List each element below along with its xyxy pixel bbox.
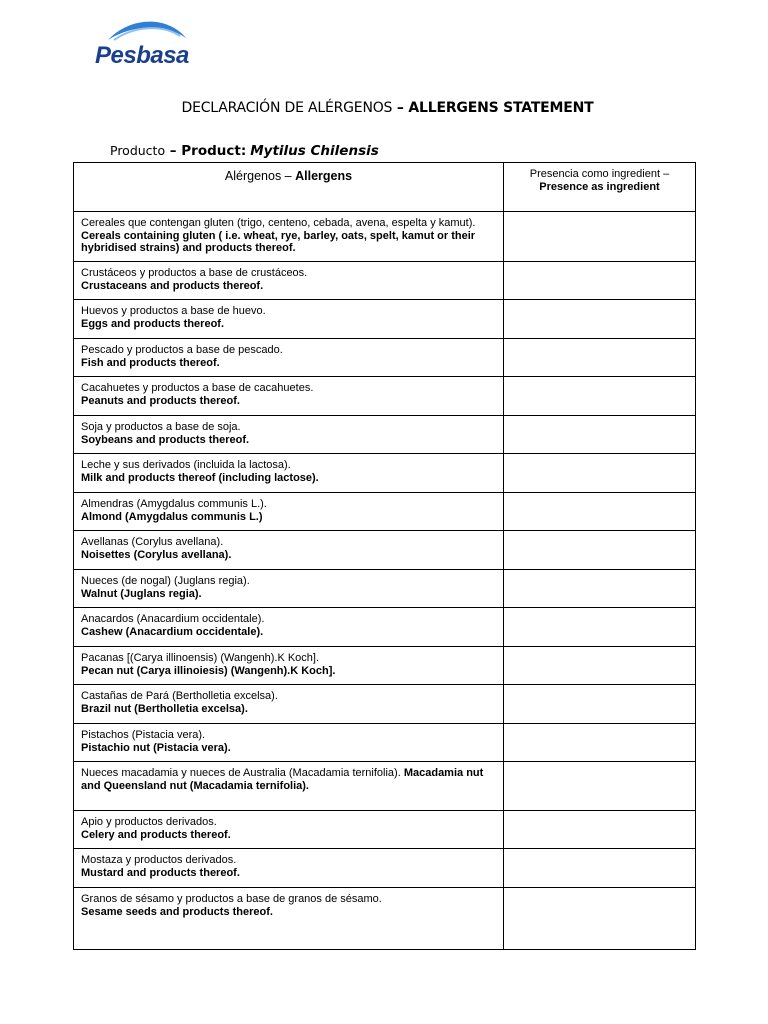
allergen-name-en: Noisettes (Corylus avellana). xyxy=(81,548,232,561)
allergen-name-en: Cereals containing gluten ( i.e. wheat, rye, barley, oats, spelt, kamut or their hybridised strains) and products thereof. xyxy=(81,229,476,254)
table-row xyxy=(74,493,696,531)
allergen-name-es: Cacahuetes y productos a base de cacahuetes. xyxy=(81,382,314,394)
allergen-name-es: Apio y productos derivados. xyxy=(81,816,217,828)
presence-cell[interactable] xyxy=(504,531,696,570)
allergen-name-en: Milk and products thereof (including lactose). xyxy=(81,471,319,484)
presence-cell[interactable] xyxy=(504,454,696,493)
header-presence-en: Presence as ingredient xyxy=(539,180,660,193)
allergen-cell xyxy=(74,811,504,849)
table-row xyxy=(74,339,696,377)
table-row xyxy=(74,647,696,685)
allergen-name-es: Soja y productos a base de soja. xyxy=(81,421,241,433)
table-row xyxy=(74,531,696,570)
allergen-name-en: Peanuts and products thereof. xyxy=(81,394,240,407)
table-row xyxy=(74,811,696,849)
table-row xyxy=(74,300,696,339)
allergens-table xyxy=(73,162,696,950)
presence-cell[interactable] xyxy=(504,416,696,454)
title-es: DECLARACIÓN DE ALÉRGENOS xyxy=(181,100,393,116)
table-row xyxy=(74,762,696,811)
allergen-name-en: Pistachio nut (Pistacia vera). xyxy=(81,741,231,754)
title-separator: – xyxy=(392,100,409,116)
presence-cell[interactable] xyxy=(504,570,696,608)
presence-cell[interactable] xyxy=(504,608,696,647)
table-row xyxy=(74,888,696,950)
allergen-cell xyxy=(74,212,504,262)
table-header-row xyxy=(74,163,696,212)
product-separator: – xyxy=(165,143,182,159)
allergen-name-en: Almond (Amygdalus communis L.) xyxy=(81,510,263,523)
allergen-name-en: Pecan nut (Carya illinoiesis) (Wangenh).K Koch]. xyxy=(81,664,336,677)
table-row xyxy=(74,454,696,493)
presence-cell[interactable] xyxy=(504,685,696,724)
header-allergens-en: Allergens xyxy=(295,169,353,183)
allergen-name-es: Pacanas [(Carya illinoensis) (Wangenh).K Koch]. xyxy=(81,652,320,664)
presence-cell[interactable] xyxy=(504,262,696,300)
allergen-cell xyxy=(74,849,504,888)
allergen-cell xyxy=(74,531,504,570)
presence-cell[interactable] xyxy=(504,339,696,377)
product-line xyxy=(110,143,379,159)
presence-cell[interactable] xyxy=(504,647,696,685)
allergen-name-es: Pescado y productos a base de pescado. xyxy=(81,344,283,356)
allergen-cell xyxy=(74,608,504,647)
allergen-name-es: Nueces macadamia y nueces de Australia (Macadamia ternifolia). xyxy=(81,767,401,779)
allergen-cell xyxy=(74,762,504,811)
allergen-cell xyxy=(74,300,504,339)
table-row xyxy=(74,570,696,608)
header-allergens-es: Alérgenos – xyxy=(224,169,296,183)
allergen-name-en: Sesame seeds and products thereof. xyxy=(81,905,273,918)
allergen-cell xyxy=(74,377,504,416)
allergen-name-en: Cashew (Anacardium occidentale). xyxy=(81,625,264,638)
table-row xyxy=(74,685,696,724)
table-row xyxy=(74,262,696,300)
presence-cell[interactable] xyxy=(504,724,696,762)
presence-cell[interactable] xyxy=(504,888,696,950)
document-title xyxy=(0,100,768,116)
allergen-name-en: Walnut (Juglans regia). xyxy=(81,587,202,600)
allergen-name-en: Macadamia nut and Queensland nut (Macadamia ternifolia). xyxy=(81,767,484,792)
allergen-cell xyxy=(74,454,504,493)
title-en: ALLERGENS STATEMENT xyxy=(408,100,594,116)
header-presence-es: Presencia como ingredient – xyxy=(529,168,670,180)
allergen-name-es: Mostaza y productos derivados. xyxy=(81,854,237,866)
table-row xyxy=(74,608,696,647)
presence-cell[interactable] xyxy=(504,377,696,416)
presence-cell[interactable] xyxy=(504,493,696,531)
allergen-cell xyxy=(74,888,504,950)
allergen-name-es: Leche y sus derivados (incluida la lactosa). xyxy=(81,459,291,471)
header-presence xyxy=(504,163,696,212)
allergen-name-es: Granos de sésamo y productos a base de granos de sésamo. xyxy=(81,893,382,905)
allergen-cell xyxy=(74,493,504,531)
allergen-name-en: Celery and products thereof. xyxy=(81,828,231,841)
allergen-name-en: Eggs and products thereof. xyxy=(81,317,225,330)
allergen-cell xyxy=(74,647,504,685)
presence-cell[interactable] xyxy=(504,212,696,262)
allergen-cell xyxy=(74,416,504,454)
allergen-name-es: Pistachos (Pistacia vera). xyxy=(81,729,206,741)
allergen-name-es: Crustáceos y productos a base de crustáceos. xyxy=(81,267,308,279)
allergen-name-en: Crustaceans and products thereof. xyxy=(81,279,264,292)
presence-cell[interactable] xyxy=(504,300,696,339)
allergen-name-es: Cereales que contengan gluten (trigo, centeno, cebada, avena, espelta y kamut). xyxy=(81,217,476,229)
header-allergens xyxy=(74,163,504,212)
allergen-name-es: Almendras (Amygdalus communis L.). xyxy=(81,498,267,510)
allergen-name-es: Castañas de Pará (Bertholletia excelsa). xyxy=(81,690,278,702)
allergen-cell xyxy=(74,262,504,300)
allergen-name-en: Fish and products thereof. xyxy=(81,356,220,369)
allergen-cell xyxy=(74,685,504,724)
allergen-name-es: Nueces (de nogal) (Juglans regia). xyxy=(81,575,250,587)
product-value: Mytilus Chilensis xyxy=(250,143,379,159)
presence-cell[interactable] xyxy=(504,762,696,811)
allergen-name-es: Huevos y productos a base de huevo. xyxy=(81,305,266,317)
allergen-name-es: Avellanas (Corylus avellana). xyxy=(81,536,224,548)
product-label-es: Producto xyxy=(110,143,166,158)
table-row xyxy=(74,849,696,888)
table-row xyxy=(74,377,696,416)
table-row xyxy=(74,724,696,762)
allergen-name-es: Anacardos (Anacardium occidentale). xyxy=(81,613,265,625)
allergen-name-en: Brazil nut (Bertholletia excelsa). xyxy=(81,702,248,715)
table-row xyxy=(74,416,696,454)
allergen-cell xyxy=(74,724,504,762)
table-row xyxy=(74,212,696,262)
company-logo xyxy=(88,14,198,70)
presence-cell[interactable] xyxy=(504,811,696,849)
presence-cell[interactable] xyxy=(504,849,696,888)
logo-text: Pesbasa xyxy=(95,42,189,69)
product-label-en: Product: xyxy=(181,143,247,159)
allergen-cell xyxy=(74,570,504,608)
allergen-cell xyxy=(74,339,504,377)
allergen-name-en: Mustard and products thereof. xyxy=(81,866,240,879)
allergen-name-en: Soybeans and products thereof. xyxy=(81,433,250,446)
